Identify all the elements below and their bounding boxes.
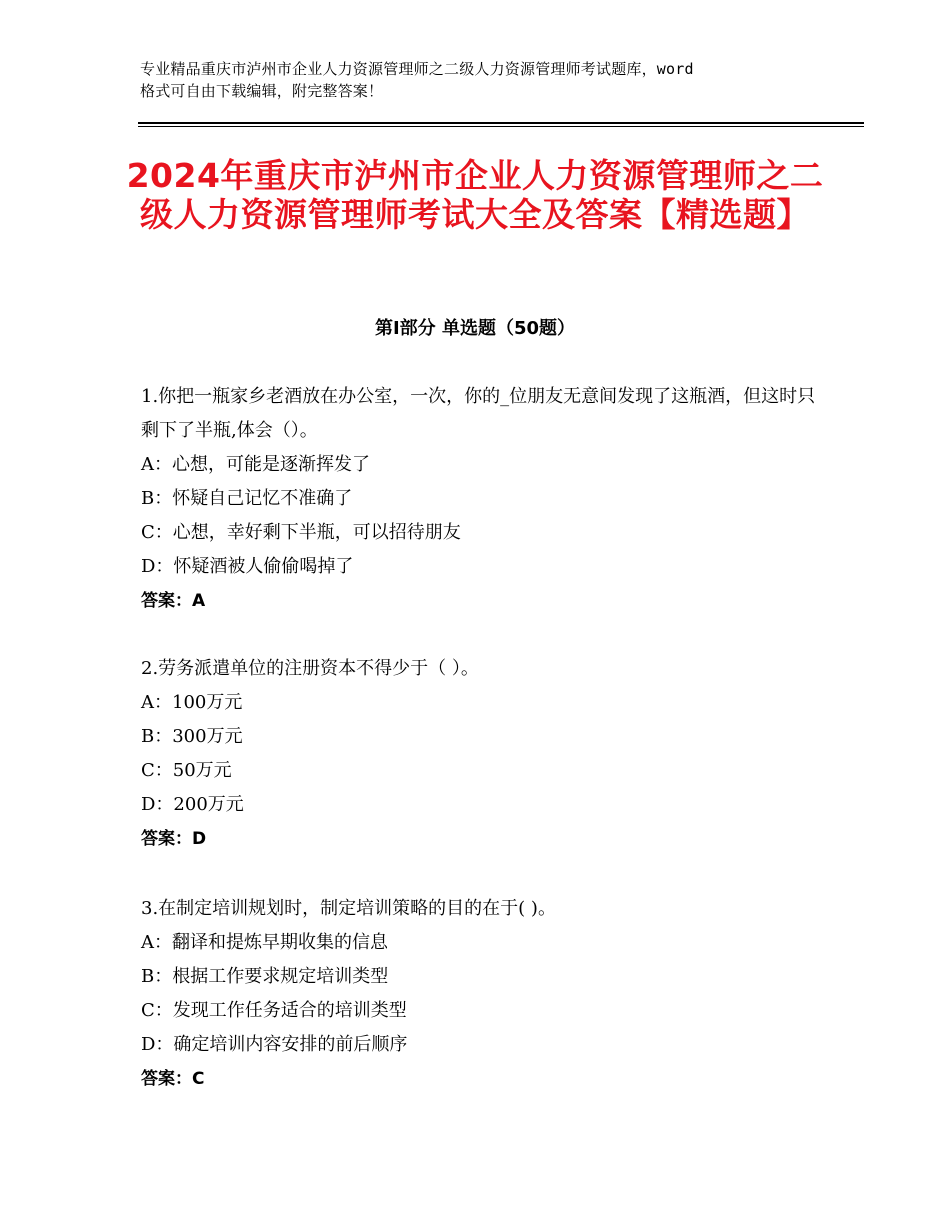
answer: 答案：A	[141, 591, 206, 611]
header-note-line-1: 专业精品重庆市泸州市企业人力资源管理师之二级人力资源管理师考试题库，word	[140, 60, 694, 78]
option-b: B：根据工作要求规定培训类型	[141, 966, 389, 987]
header-note	[140, 58, 830, 102]
option-c: C：发现工作任务适合的培训类型	[141, 1000, 407, 1021]
option-b: B：300万元	[141, 726, 243, 747]
option-a: A：翻译和提炼早期收集的信息	[141, 932, 388, 953]
question-3	[141, 892, 821, 1096]
section-heading: 第Ⅰ部分 单选题（50题）	[374, 318, 575, 339]
option-b: B：怀疑自己记忆不准确了	[141, 488, 353, 509]
question-stem: 3.在制定培训规划时，制定培训策略的目的在于( )。	[141, 898, 556, 919]
header-note-line-2: 格式可自由下载编辑，附完整答案！	[140, 82, 384, 100]
option-a: A：100万元	[141, 692, 243, 713]
answer: 答案：C	[141, 1069, 205, 1089]
option-c: C：心想，幸好剩下半瓶，可以招待朋友	[141, 522, 461, 543]
header-divider-thick	[138, 122, 864, 124]
option-c: C：50万元	[141, 760, 232, 781]
option-d: D：确定培训内容安排的前后顺序	[141, 1034, 408, 1055]
question-1	[141, 380, 821, 618]
document-title: 2024年重庆市泸州市企业人力资源管理师之二级人力资源管理师考试大全及答案【精选题】	[126, 156, 824, 234]
option-a: A：心想，可能是逐渐挥发了	[141, 454, 370, 475]
answer: 答案：D	[141, 829, 207, 849]
question-stem: 1.你把一瓶家乡老酒放在办公室，一次，你的_位朋友无意间发现了这瓶酒，但这时只剩下了半瓶,体会（）。	[141, 386, 816, 441]
option-d: D：怀疑酒被人偷偷喝掉了	[141, 556, 354, 577]
question-2	[141, 652, 821, 856]
question-stem: 2.劳务派遣单位的注册资本不得少于（ ）。	[141, 658, 479, 679]
option-d: D：200万元	[141, 794, 244, 815]
header-divider-thin	[138, 126, 864, 127]
